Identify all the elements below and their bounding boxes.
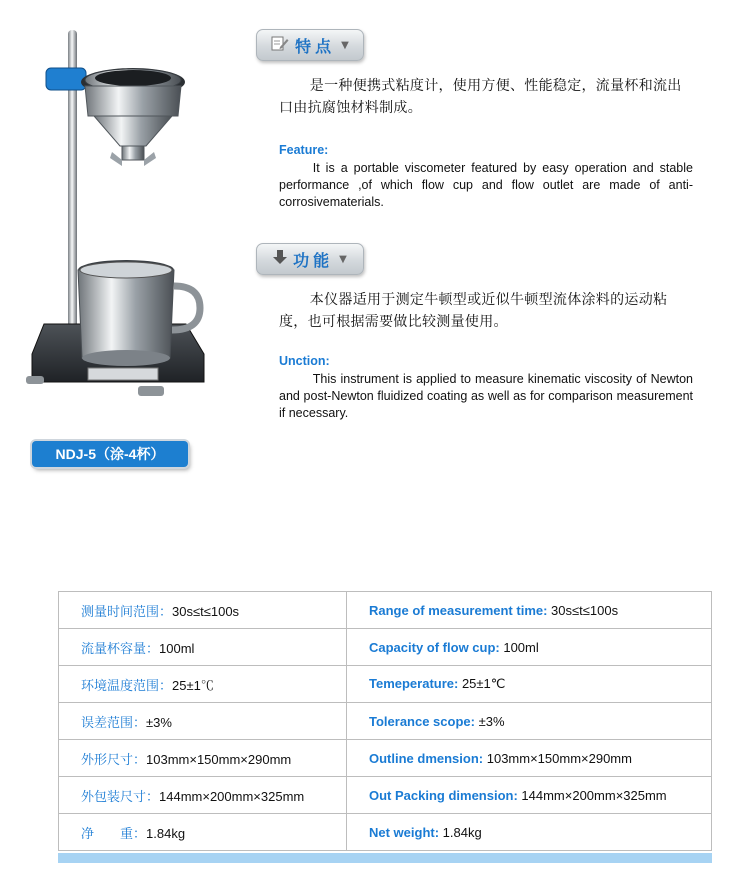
spec-en-cell — [347, 629, 712, 666]
spec-cn-key: 净 重： — [81, 825, 147, 841]
specs-table — [58, 591, 712, 851]
features-cn-text: 是一种便携式粘度计，使用方便、性能稳定，流量杯和流出口由抗腐蚀材料制成。 — [279, 78, 682, 116]
spec-cn-key: 环境温度范围： — [81, 677, 173, 693]
functions-tab[interactable] — [256, 243, 364, 275]
spec-en-key: Out Packing dimension: — [369, 787, 518, 803]
edit-note-icon — [271, 35, 289, 55]
spec-row — [59, 629, 712, 666]
spec-row — [59, 740, 712, 777]
spec-en-cell — [347, 666, 712, 703]
spec-en-value: 30s≤t≤100s — [547, 602, 619, 618]
features-en-heading: Feature: — [279, 143, 329, 157]
chevron-down-icon: ▼ — [341, 39, 349, 51]
spec-cn-cell — [59, 814, 347, 851]
spec-en-value: 144mm×200mm×325mm — [517, 787, 667, 803]
spec-cn-value: 100ml — [159, 640, 195, 656]
spec-cn-key: 流量杯容量： — [81, 640, 160, 656]
spec-en-cell — [347, 592, 712, 629]
features-tab[interactable] — [256, 29, 364, 61]
spec-cn-cell — [59, 666, 347, 703]
spec-cn-cell — [59, 703, 347, 740]
spec-en-cell — [347, 703, 712, 740]
spec-cn-value: 144mm×200mm×325mm — [159, 788, 305, 804]
spec-en-value: 103mm×150mm×290mm — [483, 750, 632, 766]
chevron-down-icon: ▼ — [339, 253, 347, 265]
model-badge: NDJ-5（涂-4杯） — [32, 441, 188, 467]
spec-en-cell — [347, 777, 712, 814]
viscometer-illustration — [18, 24, 218, 414]
functions-en-text: This instrument is applied to measure kinematic viscosity of Newton and post-Newton fluidized coating as well as for comparison measurement if necessary. — [279, 372, 693, 420]
spec-row — [59, 814, 712, 851]
spec-cn-value: 25±1℃ — [172, 677, 214, 693]
spec-en-key: Capacity of flow cup: — [369, 639, 500, 655]
spec-cn-key: 外包装尺寸： — [81, 788, 160, 804]
spec-cn-value: 1.84kg — [146, 825, 186, 841]
spec-en-value: 100ml — [499, 639, 539, 655]
spec-en-value: 25±1℃ — [458, 676, 506, 691]
functions-cn-text: 本仪器适用于测定牛顿型或近似牛顿型流体涂料的运动粘度，也可根据需要做比较测量使用。 — [279, 292, 668, 330]
functions-en-heading: Unction: — [279, 354, 330, 368]
functions-tab-label: 功能 — [293, 250, 334, 270]
spec-en-value: 1.84kg — [439, 824, 482, 840]
bottom-bar — [58, 853, 712, 863]
spec-cn-key: 误差范围： — [81, 714, 147, 730]
features-en-text: It is a portable viscometer featured by easy operation and stable performance ,of which flow cup and flow outlet are made of anti-corrosivematerials. — [279, 161, 693, 209]
spec-en-key: Net weight: — [369, 824, 440, 840]
spec-cn-key: 测量时间范围： — [81, 603, 173, 619]
spec-cn-value: 30s≤t≤100s — [172, 603, 240, 619]
spec-row — [59, 666, 712, 703]
spec-en-key: Outline dmension: — [369, 750, 484, 766]
spec-cn-value: ±3% — [146, 714, 172, 730]
down-arrow-icon — [273, 249, 287, 269]
spec-row — [59, 592, 712, 629]
spec-cn-value: 103mm×150mm×290mm — [146, 751, 292, 767]
features-tab-label: 特点 — [295, 36, 336, 56]
spec-cn-cell — [59, 740, 347, 777]
spec-en-cell — [347, 814, 712, 851]
spec-row — [59, 777, 712, 814]
spec-cn-cell — [59, 777, 347, 814]
spec-en-key: Temeperature: — [369, 676, 459, 691]
spec-en-key: Range of measurement time: — [369, 602, 548, 618]
spec-cn-cell — [59, 629, 347, 666]
spec-en-key: Tolerance scope: — [369, 713, 475, 729]
spec-en-value: ±3% — [474, 713, 505, 729]
spec-cn-key: 外形尺寸： — [81, 751, 147, 767]
spec-cn-cell — [59, 592, 347, 629]
spec-en-cell — [347, 740, 712, 777]
product-image — [18, 24, 218, 414]
spec-row — [59, 703, 712, 740]
